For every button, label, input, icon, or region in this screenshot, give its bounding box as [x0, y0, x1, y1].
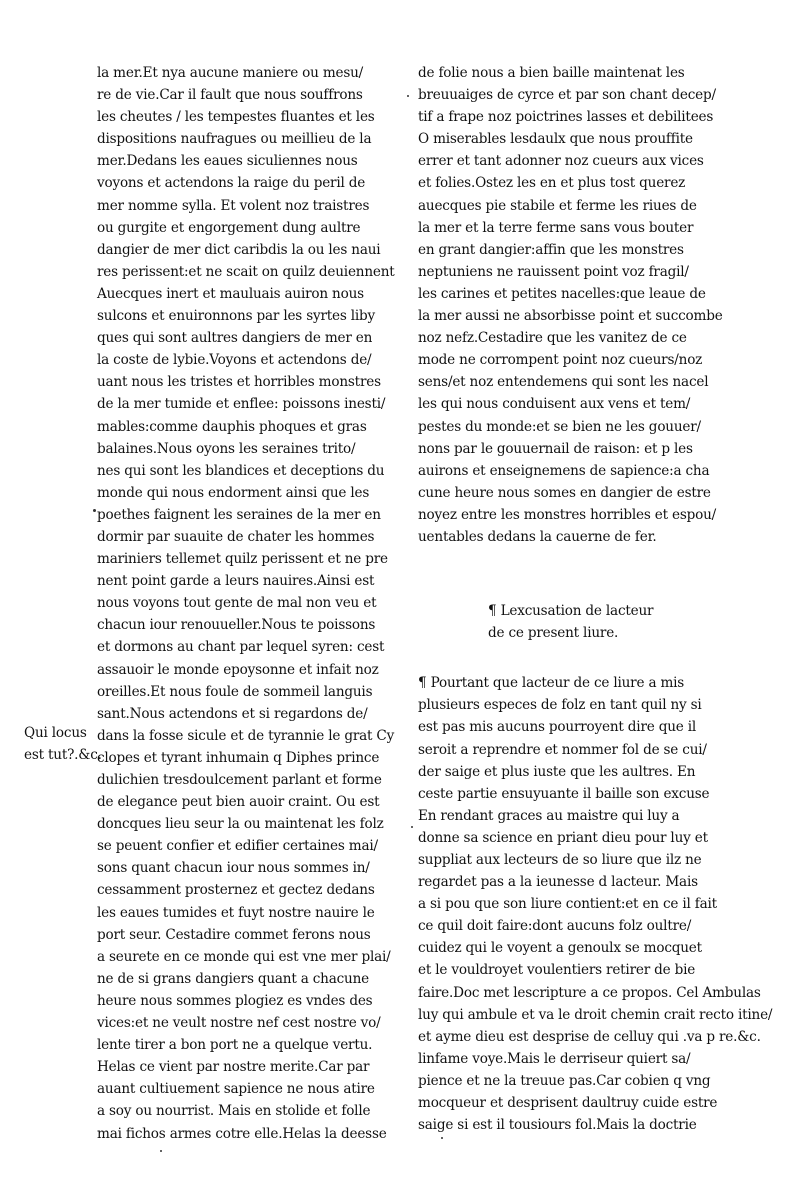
text-line: auecques pie stabile et ferme les riues de	[418, 197, 697, 214]
text-line: re de vie.Car il fault que nous souffrons	[97, 87, 363, 104]
text-line: vices:et ne veult nostre nef cest nostre vo/	[97, 1015, 381, 1032]
text-line: mer nomme sylla. Et volent noz traistres	[97, 197, 370, 214]
text-line: ne de si grans dangiers quant a chacune	[97, 970, 370, 987]
text-line: les qui nous conduisent aux vens et tem/	[418, 396, 691, 413]
text-line: dispositions naufragues ou meillieu de la	[97, 131, 372, 148]
text-line: dulichien tresdoulcement parlant et forme	[97, 772, 382, 788]
text-line: pience et ne la treuue pas.Car cobien q vng	[418, 1072, 711, 1089]
text-line: saige si est il tousiours fol.Mais la doctrie	[418, 1117, 697, 1134]
text-line: cune heure nous somes en dangier de estre	[418, 484, 711, 501]
text-line: res perissent:et ne scait on quilz deuiennent	[97, 263, 395, 280]
text-line: donne sa science en priant dieu pour luy et	[418, 829, 708, 846]
text-line: En rendant graces au maistre qui luy a	[418, 807, 680, 824]
text-line: a si pou que son liure contient:et en ce il fait	[418, 896, 717, 913]
margin-note: est tut?.&c.	[24, 747, 102, 763]
text-line: sulcons et enuironnons par les syrtes liby	[97, 308, 376, 325]
text-line: sens/et noz entendemens qui sont les nacel	[418, 374, 709, 391]
text-line: poethes faignent les seraines de la mer en	[97, 506, 381, 523]
text-line: et dormons au chant par lequel syren: cest	[97, 639, 385, 656]
text-line: se peuent confier et edifier certaines mai/	[97, 838, 378, 855]
text-line: lente tirer a bon port ne a quelque vertu.	[97, 1037, 373, 1054]
text-line: en grant dangier:affin que les monstres	[418, 241, 684, 258]
text-line: mode ne corrompent point noz cueurs/noz	[418, 352, 703, 369]
text-line: sant.Nous actendons et si regardons de/	[97, 705, 368, 722]
text-line: neptuniens ne rauissent point voz fragil/	[418, 263, 689, 280]
heading-line: ¶ Lexcusation de lacteur	[488, 603, 654, 620]
text-line: auant cultiuement sapience ne nous atire	[97, 1081, 375, 1098]
ink-speck	[441, 1137, 443, 1139]
text-line: de elegance peut bien auoir craint. Ou est	[97, 794, 380, 811]
ink-speck	[93, 509, 96, 512]
text-line: chacun iour renouueller.Nous te poissons	[97, 617, 376, 634]
text-line: errer et tant adonner noz cueurs aux vices	[418, 153, 704, 170]
text-line: la mer aussi ne absorbisse point et succombe	[418, 308, 723, 325]
right-column-top-paragraph	[418, 62, 723, 548]
text-line: monde qui nous endorment ainsi que les	[97, 484, 370, 501]
text-line: assauoir le monde epoysonne et infait noz	[97, 661, 379, 678]
text-line: est pas mis aucuns pourroyent dire que il	[418, 719, 697, 736]
text-line: doncques lieu seur la ou maintenat les folz	[97, 816, 384, 833]
text-line: a soy ou nourrist. Mais en stolide et folle	[97, 1103, 371, 1120]
text-line: O miserables lesdaulx que nous prouffite	[418, 131, 693, 148]
text-line: balaines.Nous oyons les seraines trito/	[97, 440, 356, 457]
text-line: de la mer tumide et enflee: poissons inesti/	[97, 396, 386, 413]
text-line: la coste de lybie.Voyons et actendons de/	[97, 352, 372, 369]
text-line: suppliat aux lecteurs de so liure que ilz ne	[418, 852, 702, 868]
text-line: dangier de mer dict caribdis la ou les naui	[97, 241, 381, 258]
text-line: tif a frape noz poictrines lasses et debilitees	[418, 109, 714, 126]
text-line: et ayme dieu est desprise de celluy qui .va p re.&c.	[418, 1028, 761, 1045]
text-line: auirons et enseignemens de sapience:a cha	[418, 462, 710, 479]
text-line: nent point garde a leurs nauires.Ainsi est	[97, 573, 375, 590]
text-line: oreilles.Et nous foule de sommeil languis	[97, 683, 373, 700]
text-line: et le vouldroyet voulentiers retirer de bie	[418, 962, 696, 979]
text-line: uant nous les tristes et horribles monstres	[97, 374, 381, 391]
section-heading	[418, 600, 720, 644]
text-line: voyons et actendons la raige du peril de	[97, 175, 366, 192]
text-line: regardet pas a la ieunesse d lacteur. Mais	[418, 874, 698, 891]
text-line: ce quil doit faire:dont aucuns folz oultre/	[418, 918, 692, 935]
text-line: ques qui sont aultres dangiers de mer en	[97, 330, 373, 347]
left-column	[97, 62, 413, 1145]
text-line: ou gurgite et engorgement dung aultre	[97, 219, 361, 236]
text-line: uentables dedans la cauerne de fer.	[418, 528, 657, 545]
text-line: mer.Dedans les eaues siculiennes nous	[97, 153, 358, 170]
text-line: mocqueur et desprisent daultruy cuide estre	[418, 1095, 718, 1112]
text-line: noyez entre les monstres horribles et espou/	[418, 506, 717, 523]
text-line: der saige et plus iuste que les aultres. En	[418, 763, 696, 780]
right-column	[418, 62, 773, 1136]
text-line: nons par le gouuernail de raison: et p les	[418, 440, 693, 457]
text-line: les cheutes / les tempestes fluantes et les	[97, 109, 375, 126]
text-line: pestes du monde:et se bien ne les gouuer/	[418, 418, 701, 435]
text-line: noz nefz.Cestadire que les vanitez de ce	[418, 330, 687, 347]
text-line: et folies.Ostez les en et plus tost querez	[418, 175, 686, 192]
text-line: linfame voye.Mais le derriseur quiert sa/	[418, 1050, 691, 1067]
text-line: Auecques inert et mauluais auiron nous	[97, 285, 364, 302]
right-column-bottom-paragraph	[418, 672, 773, 1136]
text-line: seroit a reprendre et nommer fol de se cui/	[418, 741, 707, 758]
text-line: sons quant chacun iour nous sommes in/	[97, 860, 370, 877]
text-line: les eaues tumides et fuyt nostre nauire le	[97, 904, 375, 921]
ink-speck	[160, 1150, 162, 1152]
text-line: Helas ce vient par nostre merite.Car par	[97, 1059, 370, 1076]
text-line: breuuaiges de cyrce et par son chant decep/	[418, 87, 716, 104]
text-line: la mer et la terre ferme sans vous bouter	[418, 219, 694, 236]
text-line: plusieurs especes de folz en tant quil ny si	[418, 697, 702, 714]
text-line: port seur. Cestadire commet ferons nous	[97, 926, 371, 943]
text-line: ¶ Pourtant que lacteur de ce liure a mis	[418, 675, 685, 692]
text-line: mai fichos armes cotre elle.Helas la deesse	[97, 1125, 387, 1142]
text-line: dormir par suauite de chater les hommes	[97, 528, 375, 545]
ink-speck	[411, 826, 413, 828]
text-line: clopes et tyrant inhumain q Diphes prince	[97, 749, 380, 766]
text-line: dans la fosse sicule et de tyrannie le grat Cy	[97, 727, 395, 744]
text-line: nes qui sont les blandices et deceptions du	[97, 462, 385, 479]
text-line: mables:comme dauphis phoques et gras	[97, 418, 367, 435]
text-line: faire.Doc met lescripture a ce propos. Cel Ambulas	[418, 984, 761, 1001]
text-line: cuidez qui le voyent a genoulx se mocquet	[418, 940, 702, 957]
text-line: a seurete en ce monde qui est vne mer plai/	[97, 948, 391, 965]
text-line: ceste partie ensuyuante il baille son excuse	[418, 785, 710, 802]
text-line: de folie nous a bien baille maintenat les	[418, 65, 685, 81]
text-line: heure nous sommes plogiez es vndes des	[97, 992, 373, 1009]
text-line: nous voyons tout gente de mal non veu et	[97, 595, 377, 612]
text-line: les carines et petites nacelles:que leaue de	[418, 285, 706, 302]
heading-line: de ce present liure.	[488, 625, 619, 642]
ink-speck	[407, 95, 409, 97]
text-line: luy qui ambule et va le droit chemin crait recto itine/	[418, 1006, 773, 1023]
text-line: mariniers tellemet quilz perissent et ne pre	[97, 551, 388, 568]
text-line: la mer.Et nya aucune maniere ou mesu/	[97, 65, 364, 81]
margin-note: Qui locus	[24, 725, 87, 741]
text-line: cessamment prosternez et gectez dedans	[97, 882, 375, 899]
